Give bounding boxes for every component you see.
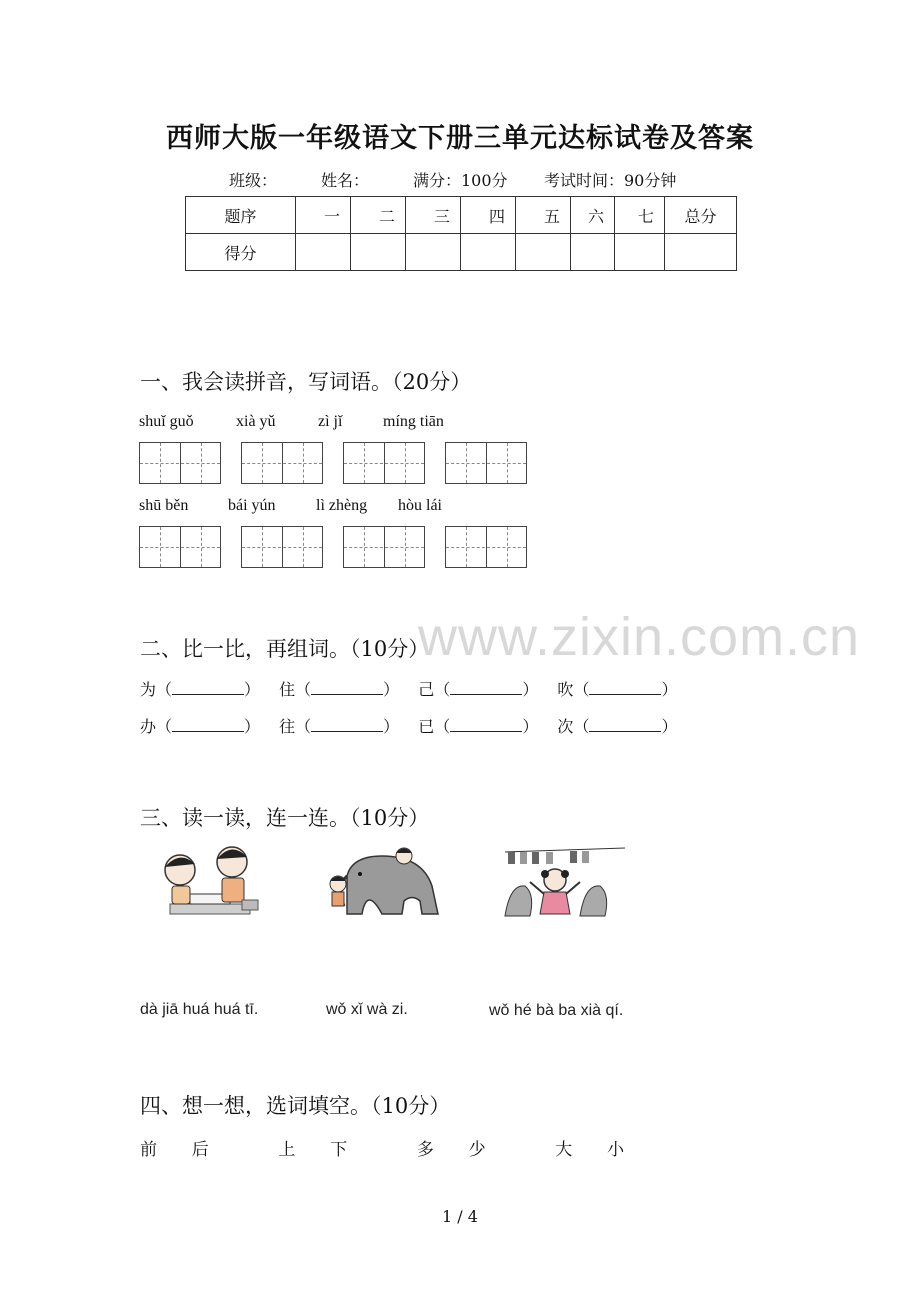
score-cell[interactable] xyxy=(296,234,351,271)
word-choices: 前 后 上 下 多 少 大 小 xyxy=(140,1140,625,1160)
pinyin-label: shū běn xyxy=(139,497,189,514)
paren-open: （ xyxy=(156,717,173,736)
elephant-illustration xyxy=(322,846,442,918)
char-prompt: 己 xyxy=(418,680,435,699)
pinyin-label: shuǐ guǒ xyxy=(139,413,194,430)
header-cell: 四 xyxy=(461,197,516,234)
paren-close: ） xyxy=(244,717,261,736)
answer-blank[interactable] xyxy=(311,680,383,695)
class-label: 班级： xyxy=(229,171,278,190)
pinyin-label: zì jǐ xyxy=(318,413,343,430)
writing-grid[interactable] xyxy=(445,442,527,484)
char-prompt: 已 xyxy=(418,717,435,736)
header-cell: 一 xyxy=(296,197,351,234)
word-pair-row xyxy=(140,677,677,700)
paren-open: （ xyxy=(295,717,312,736)
pinyin-label: xià yǔ xyxy=(236,413,276,430)
paren-open: （ xyxy=(295,680,312,699)
paren-open: （ xyxy=(573,680,590,699)
header-cell: 总分 xyxy=(665,197,737,234)
paren-close: ） xyxy=(383,680,400,699)
picture-caption: wǒ xǐ wà zi. xyxy=(326,1001,408,1018)
pinyin-label: míng tiān xyxy=(383,413,444,430)
answer-blank[interactable] xyxy=(589,717,661,732)
answer-blank[interactable] xyxy=(311,717,383,732)
paren-close: ） xyxy=(244,680,261,699)
answer-blank[interactable] xyxy=(450,680,522,695)
paren-close: ） xyxy=(661,717,678,736)
answer-blank[interactable] xyxy=(589,680,661,695)
kids-chess-illustration xyxy=(150,842,270,922)
score-cell[interactable] xyxy=(571,234,615,271)
picture-caption: wǒ hé bà ba xià qí. xyxy=(489,1002,624,1019)
char-prompt: 办 xyxy=(140,717,157,736)
char-prompt: 吹 xyxy=(557,680,574,699)
score-cell[interactable] xyxy=(665,234,737,271)
writing-grid[interactable] xyxy=(343,442,425,484)
writing-grid[interactable] xyxy=(139,442,221,484)
score-cell[interactable] xyxy=(406,234,461,271)
row-label: 得分 xyxy=(186,234,296,271)
paren-close: ） xyxy=(383,717,400,736)
pinyin-label: hòu lái xyxy=(398,497,442,514)
name-label: 姓名： xyxy=(321,171,370,190)
section2-heading: 二、比一比，再组词。（10分） xyxy=(140,637,430,661)
char-prompt: 次 xyxy=(557,717,574,736)
answer-blank[interactable] xyxy=(172,680,244,695)
section4-heading: 四、想一想，选词填空。（10分） xyxy=(140,1094,451,1118)
char-prompt: 为 xyxy=(140,680,157,699)
girl-laundry-illustration xyxy=(500,844,630,922)
writing-grid[interactable] xyxy=(241,526,323,568)
page-number: 1 / 4 xyxy=(442,1207,478,1226)
score-table-score-row xyxy=(186,234,737,271)
paren-open: （ xyxy=(434,680,451,699)
exam-time: 考试时间：90分钟 xyxy=(544,171,677,190)
score-cell[interactable] xyxy=(615,234,665,271)
word-pair-row xyxy=(140,714,677,737)
char-prompt: 往 xyxy=(279,717,296,736)
paren-open: （ xyxy=(156,680,173,699)
char-prompt: 住 xyxy=(279,680,296,699)
writing-grid[interactable] xyxy=(139,526,221,568)
writing-grid[interactable] xyxy=(445,526,527,568)
section3-heading: 三、读一读，连一连。（10分） xyxy=(140,806,430,830)
pinyin-label: lì zhèng xyxy=(316,497,368,514)
score-cell[interactable] xyxy=(351,234,406,271)
full-score: 满分：100分 xyxy=(413,171,508,190)
paren-close: ） xyxy=(661,680,678,699)
header-cell: 三 xyxy=(406,197,461,234)
paren-close: ） xyxy=(522,717,539,736)
writing-grid[interactable] xyxy=(343,526,425,568)
document-title: 西师大版一年级语文下册三单元达标试卷及答案 xyxy=(166,123,754,154)
score-cell[interactable] xyxy=(516,234,571,271)
header-cell: 五 xyxy=(516,197,571,234)
header-cell: 六 xyxy=(571,197,615,234)
picture-caption: dà jiā huá huá tī. xyxy=(140,1001,259,1018)
paren-open: （ xyxy=(434,717,451,736)
answer-blank[interactable] xyxy=(450,717,522,732)
watermark: www.zixin.com.cn xyxy=(418,607,861,667)
writing-grid[interactable] xyxy=(241,442,323,484)
paren-close: ） xyxy=(522,680,539,699)
pinyin-label: bái yún xyxy=(228,497,276,514)
answer-blank[interactable] xyxy=(172,717,244,732)
score-table-header-row xyxy=(186,197,737,234)
header-cell: 二 xyxy=(351,197,406,234)
section1-heading: 一、我会读拼音，写词语。（20分） xyxy=(140,370,472,394)
paren-open: （ xyxy=(573,717,590,736)
score-cell[interactable] xyxy=(461,234,516,271)
header-cell: 题序 xyxy=(186,197,296,234)
score-table xyxy=(185,196,737,271)
header-cell: 七 xyxy=(615,197,665,234)
